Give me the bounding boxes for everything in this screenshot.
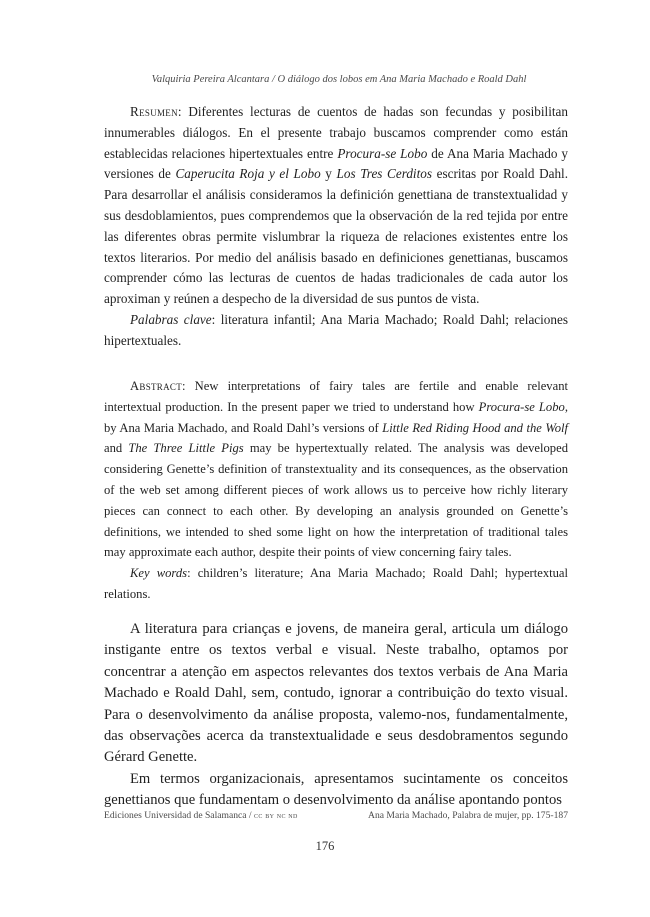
abstract-book-title-2: Little Red Riding Hood and the Wolf: [382, 420, 569, 435]
abstract-book-title-3: The Three Little Pigs: [128, 441, 244, 456]
resumen-keywords-section: [104, 310, 568, 352]
abstract-text-1: : New interpretations of fairy tales are fertile and enable relevant intertextual production. In the present paper we tried to understand how: [104, 379, 568, 414]
abstract-book-title-1: Procura-se Lobo: [478, 399, 565, 414]
footer-publisher-name: Ediciones Universidad de Salamanca /: [104, 810, 254, 821]
body-paragraph-1: A literatura para crianças e jovens, de maneira geral, articula um diálogo instigante entre os textos verbal e visual. Neste trabalho, optamos por concentrar a atenção em aspectos relevantes dos textos verbais de Ana Maria Machado e Roald Dahl, sem, contudo, ignorar a contribuição do texto visual. Para o desenvolvimento da análise proposta, valemo-nos, fundamentalmente, das observações acerca da transtextualidade e seus desdobramentos segundo Gérard Genette.: [104, 621, 568, 766]
resumen-keywords-text: : literatura infantil; Ana Maria Machado; Roald Dahl; relaciones hipertextuales.: [104, 312, 568, 348]
abstract-keywords-section: [104, 563, 568, 605]
resumen-label: Resumen: [130, 104, 178, 119]
resumen-book-title-2: Caperucita Roja y el Lobo: [175, 166, 321, 182]
abstract-text-3: and: [104, 441, 129, 456]
abstract-paragraph: [104, 376, 568, 563]
body-text: [104, 619, 568, 812]
resumen-text-3: y: [320, 166, 337, 182]
abstract-section: [104, 376, 568, 563]
resumen-keywords-label: Palabras clave: [130, 312, 212, 327]
abstract-label: Abstract: [130, 379, 183, 393]
resumen-section: [104, 102, 568, 310]
footer-license: cc by nc nd: [254, 811, 298, 820]
page-number: 176: [315, 839, 335, 853]
abstract-keywords: [104, 563, 568, 605]
resumen-book-title-3: Los Tres Cerditos: [336, 166, 432, 182]
resumen-keywords: [104, 310, 568, 352]
abstract-text-4: may be hypertextually related. The analysis was developed considering Genette’s definition of transtextuality and its consequences, as the observation of the web set among different pieces of work allows us to perceive how richly literary pieces can connect to each other. By developing an analysis grounded on Genette’s definitions, we intended to shed some light on how the interpretation of traditional tales may approximate each author, despite their points of view concerning fairy tales.: [104, 441, 568, 560]
resumen-text-1: : Diferentes lecturas de cuentos de hadas son fecundas y posibilitan innumerables diálogos. En el presente trabajo buscamos comprender como están establecidas relaciones hipertextuales entre: [104, 104, 568, 161]
abstract-text-2: , by Ana Maria Machado, and Roald Dahl’s versions of: [104, 399, 568, 435]
body-paragraph-2: Em termos organizacionais, apresentamos sucintamente os conceitos genettianos que fundamentam o desenvolvimento da análise apontando pontos: [104, 770, 568, 809]
resumen-paragraph: [104, 102, 568, 310]
abstract-keywords-label: Key words: [130, 566, 188, 580]
footer-citation: Ana Maria Machado, Palabra de mujer, pp. 175-187: [368, 810, 568, 821]
footer-publisher: [104, 810, 298, 821]
resumen-text-2: de Ana Maria Machado y versiones de: [104, 145, 569, 182]
resumen-text-4: escritas por Roald Dahl. Para desarrollar el análisis consideramos la definición genettiana de transtextualidad y sus desdoblamientos, pues comprendemos que la observación de la red tejida por entre las diferentes obras permite vislumbrar la riqueza de relaciones existentes entre los textos literarios. Por medio del análisis basado en definiciones genettianas, buscamos comprender cómo las lecturas de cuentos de hadas tradicionales de cada autor los aproximan y reúnen a despecho de la diversidad de sus puntos de vista.: [104, 166, 568, 307]
abstract-keywords-text: : children’s literature; Ana Maria Machado; Roald Dahl; hypertextual relations.: [104, 566, 569, 601]
resumen-book-title-1: Procura-se Lobo: [337, 145, 428, 161]
running-header: Valquiria Pereira Alcantara / O diálogo dos lobos em Ana Maria Machado e Roald Dahl: [151, 74, 527, 85]
